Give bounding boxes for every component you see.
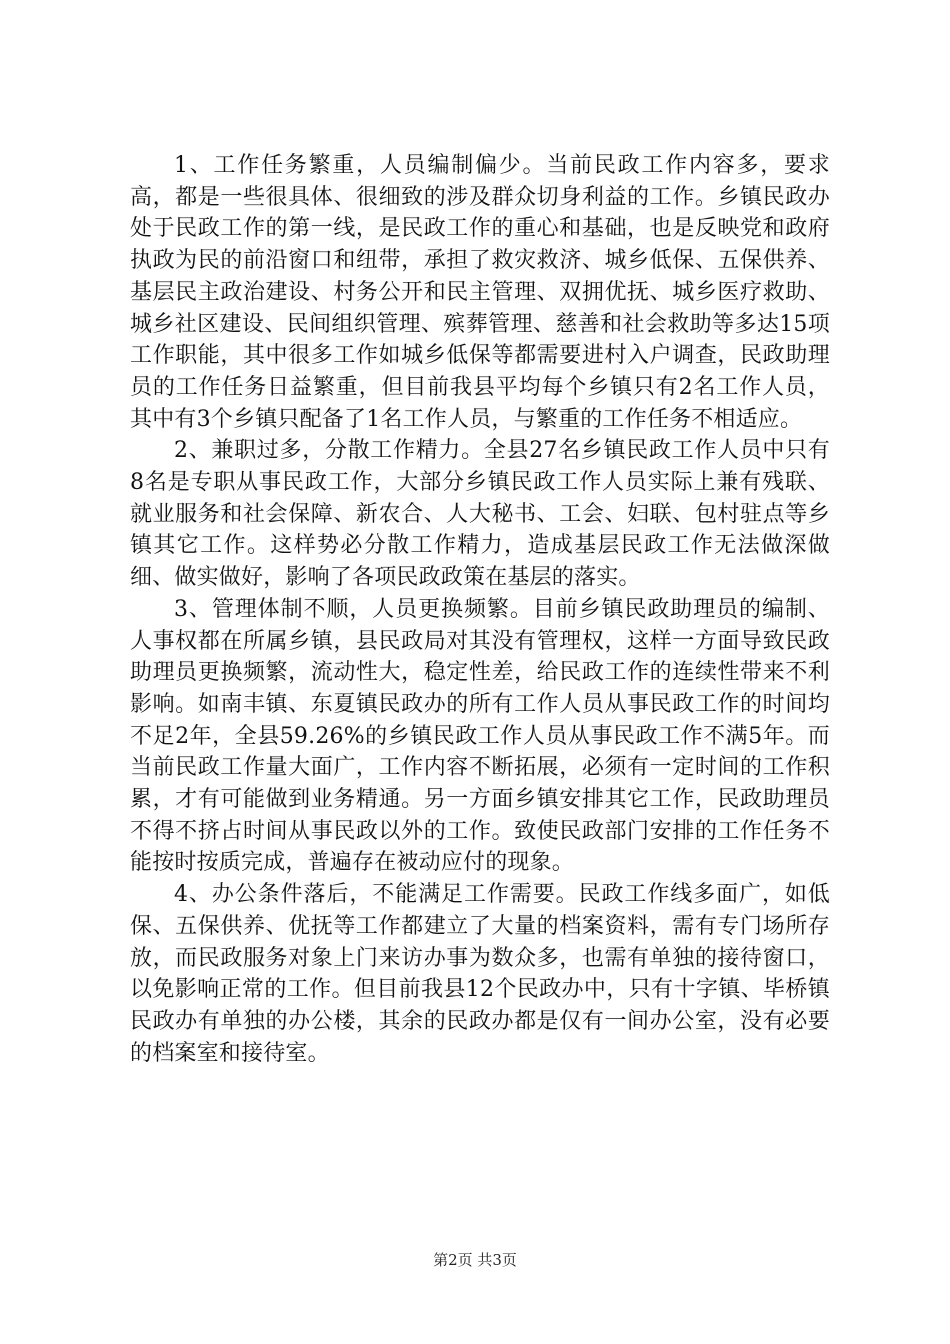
paragraph-2: 2、兼职过多，分散工作精力。全县27名乡镇民政工作人员中只有8名是专职从事民政工作，大部分乡镇民政工作人员实际上兼有残联、就业服务和社会保障、新农合、人大秘书、工会、妇联、包村驻点等乡镇其它工作。这样势必分散工作精力，造成基层民政工作无法做深做细、做实做好，影响了各项民政政策在基层的落实。 (130, 438, 830, 591)
document-body (130, 150, 830, 1069)
paragraph-4: 4、办公条件落后，不能满足工作需要。民政工作线多面广，如低保、五保供养、优抚等工作都建立了大量的档案资料，需有专门场所存放，而民政服务对象上门来访办事为数众多，也需有单独的接待窗口，以免影响正常的工作。但目前我县12个民政办中，只有十字镇、毕桥镇民政办有单独的办公楼，其余的民政办都是仅有一间办公室，没有必要的档案室和接待室。 (130, 882, 830, 1066)
paragraph-1: 1、工作任务繁重，人员编制偏少。当前民政工作内容多，要求高，都是一些很具体、很细致的涉及群众切身利益的工作。乡镇民政办处于民政工作的第一线，是民政工作的重心和基础，也是反映党和政府执政为民的前沿窗口和纽带，承担了救灾救济、城乡低保、五保供养、基层民主政治建设、村务公开和民主管理、双拥优抚、城乡医疗救助、城乡社区建设、民间组织管理、殡葬管理、慈善和社会救助等多达15项工作职能，其中很多工作如城乡低保等都需要进村入户调查，民政助理员的工作任务日益繁重，但目前我县平均每个乡镇只有2名工作人员，其中有3个乡镇只配备了1名工作人员，与繁重的工作任务不相适应。 (130, 153, 830, 432)
page-footer: 第2页 共3页 (433, 1251, 517, 1269)
paragraph-3: 3、管理体制不顺，人员更换频繁。目前乡镇民政助理员的编制、人事权都在所属乡镇，县民政局对其没有管理权，这样一方面导致民政助理员更换频繁，流动性大，稳定性差，给民政工作的连续性带来不利影响。如南丰镇、东夏镇民政办的所有工作人员从事民政工作的时间均不足2年，全县59.26%的乡镇民政工作人员从事民政工作不满5年。而当前民政工作量大面广，工作内容不断拓展，必须有一定时间的工作积累，才有可能做到业务精通。另一方面乡镇安排其它工作，民政助理员不得不挤占时间从事民政以外的工作。致使民政部门安排的工作任务不能按时按质完成，普遍存在被动应付的现象。 (130, 596, 830, 876)
